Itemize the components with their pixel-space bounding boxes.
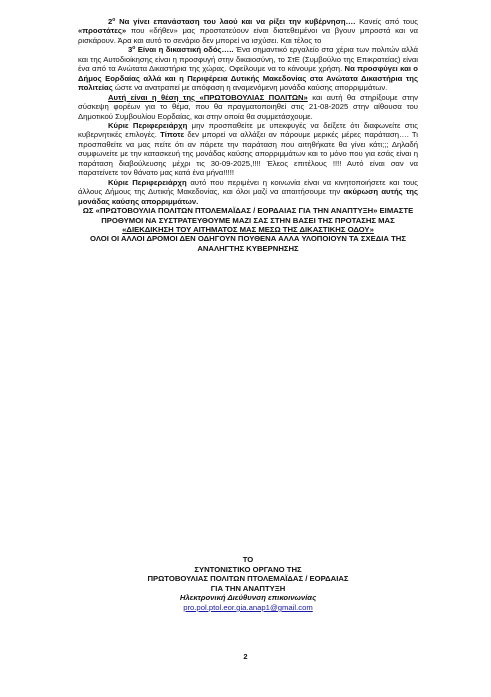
paragraph-position: Αυτή είναι η θέση της «ΠΡΩΤΟΒΟΥΛΙΑΣ ΠΟΛΙΤΩΝ» και αυτή θα στηρίξουμε στην σύσκεψη φορέων για το θέμα, που θα πραγματοποιηθεί στις 21-08-2025 στην αίθουσα του Δημοτικού Συμβουλίου Εορδαίας, και στην οποία θα συμμετάσχουμε. xyxy=(78,92,418,121)
paragraph-regional-governor-1: Κύριε Περιφερειάρχη μην προσπαθείτε με υπεκφυγές να δείξετε ότι διαφωνείτε στις κυβερνητικές επιλογές. Τίποτε δεν μπορεί να αλλάξει αν πάρουμε μερικές μέρες παράταση…. Τι προσπαθείτε να μας πείτε ότι αν πάρετε την παράταση που αιτηθήκατε θα γίνει κάτι;;; Δηλαδή συμφωνείτε με την κατασκευή της μονάδας καύσης απορριμμάτων και το μόνο που για εσάς είναι η παράταση διαβούλευσης μέχρι τις 30-09-2025,!!!! Έλεος επιτέλους !!!! Αυτό είναι σαν να παρατείνετε τον θάνατο μας κατά ένα μήνα!!!!! xyxy=(78,120,419,178)
position-statement: Αυτή είναι η θέση της «ΠΡΩΤΟΒΟΥΛΙΑΣ ΠΟΛΙΤΩΝ» xyxy=(108,92,308,102)
page-number: 2 xyxy=(243,652,248,661)
paragraph-regional-governor-2: Κύριε Περιφερειάρχη αυτό που περιμένει η κοινωνία είναι να κινητοποιήσετε και τους άλλους Δήμους της Δυτικής Μακεδονίας, και όλοι μαζί να απαιτήσουμε την ακύρωση αυτής της μονάδας καύσης απορριμμάτων. xyxy=(78,177,419,206)
paragraph-option-3: $3^o$ Είναι η δικαστική οδός….. Ένα σημαντικό εργαλείο στα χέρια των πολιτών αλλά και της Αυτοδιοίκησης είναι η προσφυγή στην δικαιοσύνη, το ΣτΕ (Συμβούλιο της Επικρατείας) είναι ένα από τα Ανώτατα Δικαστήρια της χώρας. Οφείλουμε να το κάνουμε χρήση. Να προσφύγει και ο Δήμος Εορδαίας αλλά και η Περιφέρεια Δυτικής Μακεδονίας στα Ανώτατα Δικαστήρια της πολιτείας ώστε να ανατραπεί με απόφαση η αναμενόμενη μονάδα καύσης απορριμμάτων. xyxy=(78,45,418,93)
closing-statement: ΟΛΟΙ ΟΙ ΑΛΛΟΙ ΔΡΟΜΟΙ ΔΕΝ ΟΔΗΓΟΥΝ ΠΟΥΘΕΝΑ ΑΛΛΑ ΥΛΟΠΟΙΟΥΝ ΤΑ ΣΧΕΔΙΑ ΤΗΣ ΑΝΑΛΗΓΤΗΣ ΚΥΒΕΡΝΗΣΗΣ xyxy=(90,234,406,253)
option-3-heading: $3^o$ Είναι η δικαστική οδός….. xyxy=(128,45,234,55)
document-body xyxy=(78,17,418,253)
paragraph-option-2: $2^o$ Να γίνει επανάσταση του λαού και να ρίξει την κυβέρνηση…. Κανείς από τους «προστάτες» που «δήθεν» μας προστατεύουν είναι διατεθειμένοι να βγουν μπροστά και να ρισκάρουν. Άρα και αυτό το σενάριο δεν μπορεί να ισχύσει. Και τέλος το xyxy=(78,17,418,45)
signature-block: ΤΟ ΣΥΝΤΟΝΙΣΤΙΚΟ ΟΡΓΑΝΟ ΤΗΣ ΠΡΩΤΟΒΟΥΛΙΑΣ ΠΟΛΙΤΩΝ ΠΤΟΛΕΜΑΪΔΑΣ / ΕΟΡΔΑΙΑΣ ΓΙΑ ΤΗΝ ΑΝΑΠΤΥΞΗ Ηλεκτρονική Διεύθυνση επικοινωνίας pro.pol.ptol.eor.gia.anap1@gmail.com xyxy=(147,555,349,612)
declaration: ΩΣ «ΠΡΩΤΟΒΟΥΛΙΑ ΠΟΛΙΤΩΝ ΠΤΟΛΕΜΑΪΔΑΣ / ΕΟΡΔΑΙΑΣ ΓΙΑ ΤΗΝ ΑΝΑΠΤΥΞΗ» ΕΙΜΑΣΤΕ ΠΡΟΘΥΜΟΙ ΝΑ ΣΥΣΤΡΑΤΕΥΘΟΥΜΕ ΜΑΖΙ ΣΑΣ ΣΤΗΝ ΒΑΣΕΙ ΤΗΣ ΠΡΟΤΑΣΗΣ ΜΑΣ «ΔΙΕΚΔΙΚΗΣΗ ΤΟΥ ΑΙΤΗΜΑΤΟΣ ΜΑΣ ΜΕΣΩ ΤΗΣ ΔΙΚΑΣΤΙΚΗΣ ΟΔΟΥ» xyxy=(82,206,414,234)
option-2-heading: $2^o$ Να γίνει επανάσταση του λαού και να ρίξει την κυβέρνηση…. xyxy=(108,17,356,26)
email-link[interactable]: pro.pol.ptol.eor.gia.anap1@gmail.com xyxy=(183,602,313,612)
